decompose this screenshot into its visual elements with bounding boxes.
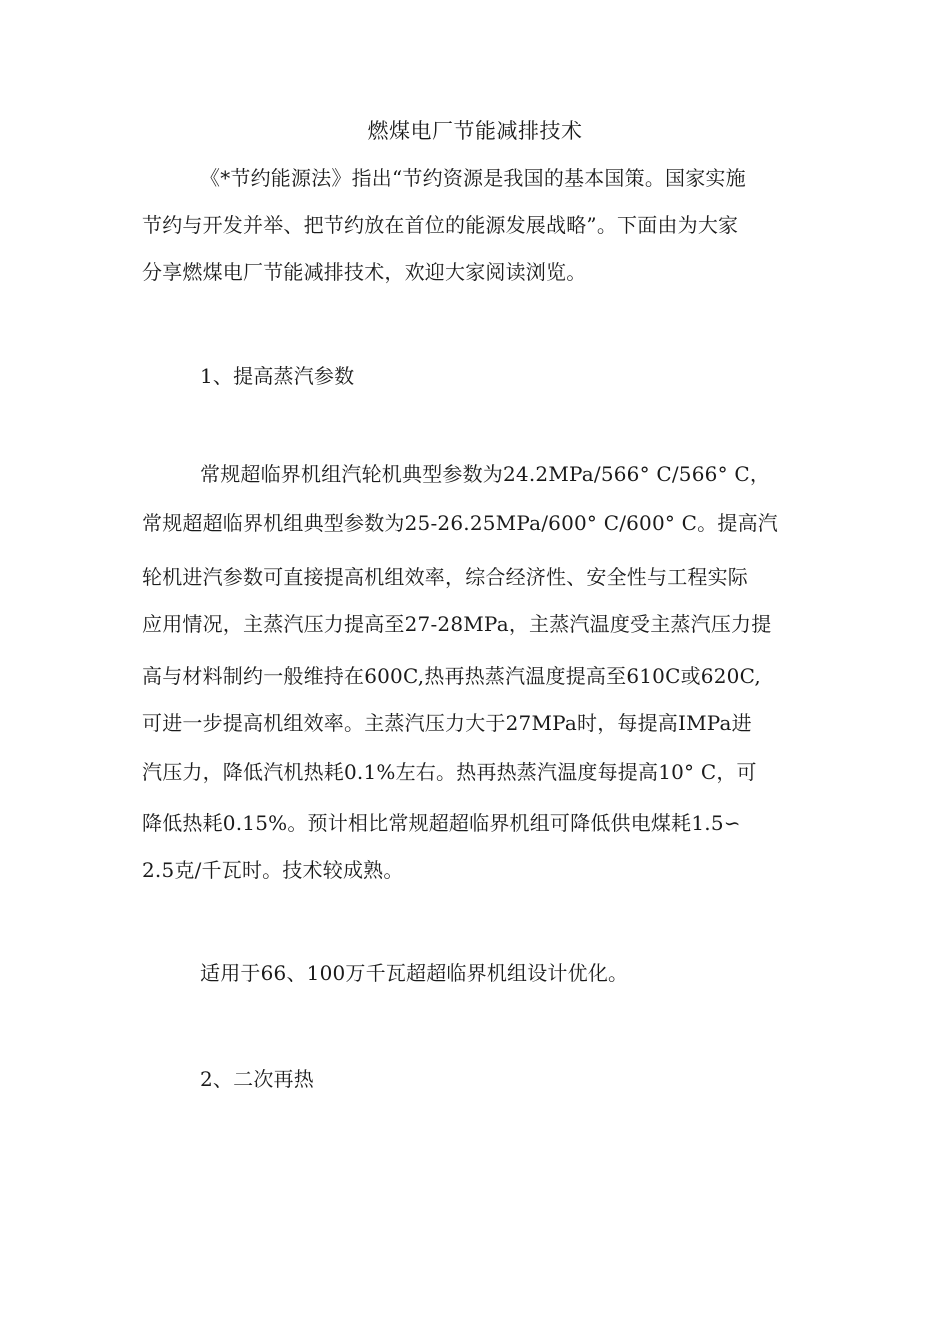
section-heading-1: 1、提高蒸汽参数 — [200, 364, 355, 388]
document-title: 燃煤电厂节能减排技术 — [367, 119, 583, 143]
para-1-line-3: 轮机进汽参数可直接提高机组效率，综合经济性、安全性与工程实际 — [142, 565, 748, 589]
para-1-line-7: 汽压力，降低汽机热耗0.1%左右。热再热蒸汽温度每提高10° C，可 — [142, 760, 757, 784]
para-1-line-9: 2.5克/千瓦时。技术较成熟。 — [142, 858, 404, 882]
para-1-line-8: 降低热耗0.15%。预计相比常规超超临界机组可降低供电煤耗1.5∽ — [142, 811, 741, 835]
para-1-line-2: 常规超超临界机组典型参数为25-26.25MPa/600° C/600° C。提高汽 — [142, 511, 778, 535]
intro-line-1: 《*节约能源法》指出“节约资源是我国的基本国策。国家实施 — [200, 166, 746, 190]
para-2: 适用于66、100万千瓦超超临界机组设计优化。 — [200, 961, 629, 985]
section-heading-2: 2、二次再热 — [200, 1067, 314, 1091]
intro-line-2: 节约与开发并举、把节约放在首位的能源发展战略”。下面由为大家 — [142, 213, 739, 237]
para-1-line-5: 高与材料制约一般维持在600C,热再热蒸汽温度提高至610C或620C, — [142, 664, 761, 688]
para-1-line-4: 应用情况，主蒸汽压力提高至27-28MPa，主蒸汽温度受主蒸汽压力提 — [142, 612, 772, 636]
para-1-line-6: 可进一步提高机组效率。主蒸汽压力大于27MPa时，每提高IMPa进 — [142, 711, 752, 735]
intro-line-3: 分享燃煤电厂节能减排技术，欢迎大家阅读浏览。 — [142, 260, 587, 284]
para-1-line-1: 常规超临界机组汽轮机典型参数为24.2MPa/566° C/566° C， — [200, 462, 771, 486]
